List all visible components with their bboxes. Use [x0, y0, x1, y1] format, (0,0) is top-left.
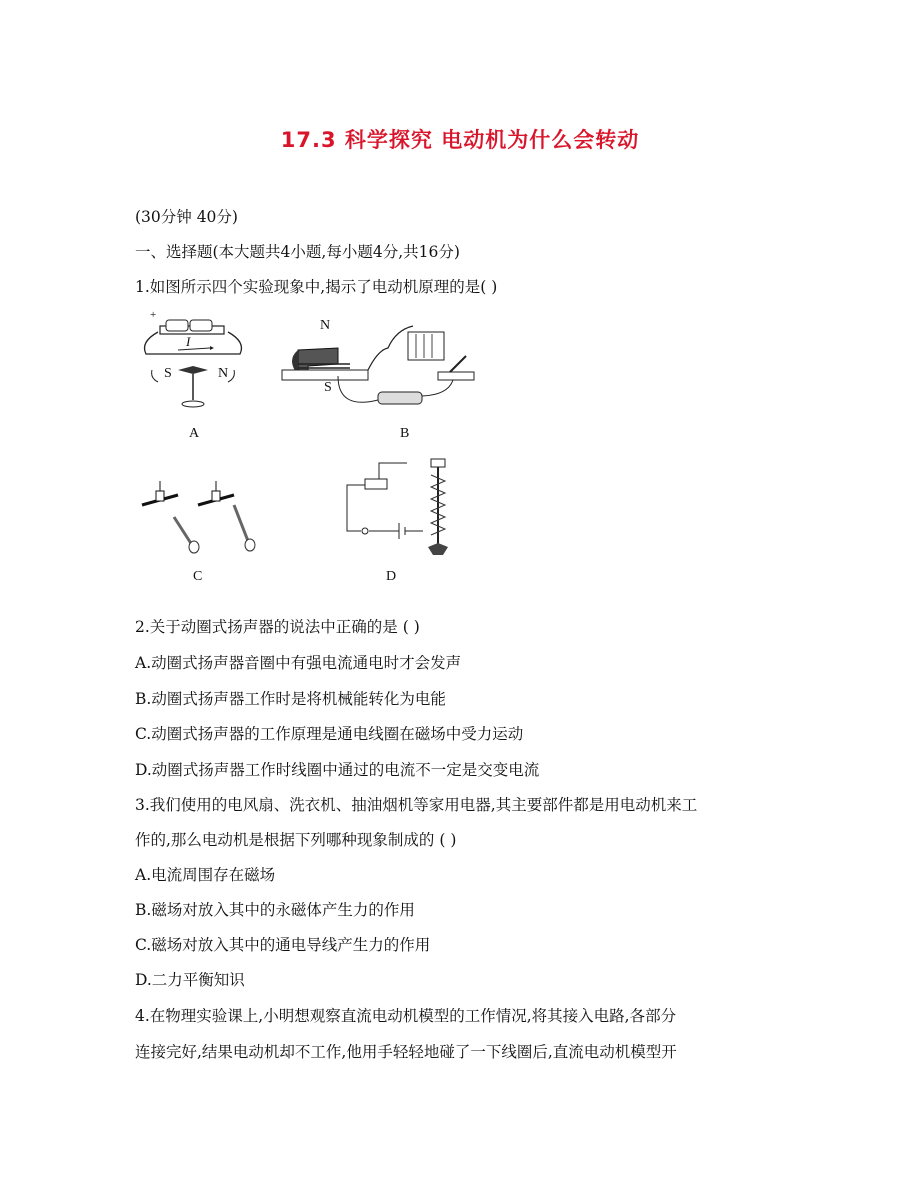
time-score: (30分钟 40分): [135, 208, 238, 226]
electromagnet-illustration: [343, 455, 458, 565]
motor-principle-illustration: [278, 320, 478, 418]
figure-d-label: D: [386, 569, 397, 584]
question-3-option-a: A.电流周围存在磁场: [135, 866, 276, 884]
question-4-stem-line1: 4.在物理实验课上,小明想观察直流电动机模型的工作情况,将其接入电路,各部分: [135, 1007, 677, 1025]
figure-b-label: B: [400, 426, 410, 441]
question-3-stem-line1: 3.我们使用的电风扇、洗衣机、抽油烟机等家用电器,其主要部件都是用电动机来工: [135, 796, 698, 814]
question-2-option-a: A.动圈式扬声器音圈中有强电流通电时才会发声: [135, 654, 462, 672]
figure-a-plus: +: [150, 309, 157, 321]
figure-b: [278, 320, 478, 418]
figure-a-n: N: [218, 366, 229, 381]
question-2-option-d: D.动圈式扬声器工作时线圈中通过的电流不一定是交变电流: [135, 761, 540, 779]
figure-b-s: S: [324, 380, 332, 395]
question-3-option-b: B.磁场对放入其中的永磁体产生力的作用: [135, 901, 415, 919]
page-title: 17.3 科学探究 电动机为什么会转动: [280, 128, 640, 152]
question-3-option-d: D.二力平衡知识: [135, 971, 245, 989]
question-3-stem-line2: 作的,那么电动机是根据下列哪种现象制成的 ( ): [135, 831, 457, 849]
figure-a-s: S: [164, 366, 172, 381]
figure-c: [138, 475, 268, 555]
figure-a-current: I: [186, 334, 191, 349]
question-4-stem-line2: 连接完好,结果电动机却不工作,他用手轻轻地碰了一下线圈后,直流电动机模型开: [135, 1043, 677, 1061]
oersted-experiment-illustration: [138, 312, 248, 412]
friction-charging-illustration: [138, 475, 268, 555]
question-2-option-b: B.动圈式扬声器工作时是将机械能转化为电能: [135, 690, 446, 708]
section-heading: 一、选择题(本大题共4小题,每小题4分,共16分): [135, 243, 460, 261]
question-3-option-c: C.磁场对放入其中的通电导线产生力的作用: [135, 936, 431, 954]
figure-d: [343, 455, 458, 565]
figure-a-label: A: [189, 426, 200, 441]
question-2-stem: 2.关于动圈式扬声器的说法中正确的是 ( ): [135, 618, 420, 636]
figure-b-n: N: [320, 318, 331, 333]
figure-c-label: C: [193, 569, 203, 584]
figure-a: [138, 309, 248, 412]
question-2-option-c: C.动圈式扬声器的工作原理是通电线圈在磁场中受力运动: [135, 725, 524, 743]
question-1-stem: 1.如图所示四个实验现象中,揭示了电动机原理的是( ): [135, 278, 498, 296]
